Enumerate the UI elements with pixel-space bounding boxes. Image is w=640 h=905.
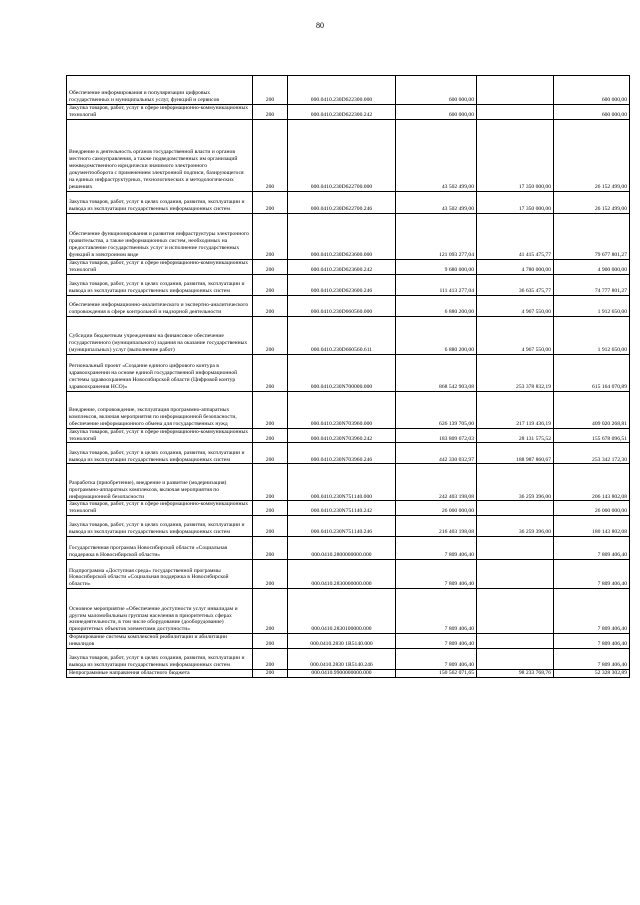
cell-sum2: 36 635 475,77 (477, 274, 554, 295)
cell-sum2: 217 119 436,19 (477, 391, 554, 428)
cell-sum2: 98 233 768,76 (477, 670, 554, 678)
cell-kbk: 000.0410.230D623600.246 (288, 274, 396, 295)
cell-code: 200 (253, 670, 288, 678)
cell-sum1: 43 502 499,00 (396, 119, 477, 191)
cell-sum1: 6 880 200,00 (396, 316, 477, 354)
cell-sum1: 43 502 499,00 (396, 191, 477, 213)
cell-sum3: 26 000 000,00 (554, 501, 630, 516)
page-number: 80 (316, 21, 324, 30)
cell-kbk: 000.0410.2800000000.000 (288, 537, 396, 560)
cell-name: Закупка товаров, работ, услуг в сфере информационно-коммуникационных технологий (67, 105, 253, 120)
cell-sum2 (477, 634, 554, 649)
cell-kbk: 000.0410.230N751140.246 (288, 516, 396, 537)
cell-sum2: 36 259 396,00 (477, 464, 554, 501)
cell-sum2: 4 780 000,00 (477, 259, 554, 274)
cell-code: 200 (253, 634, 288, 649)
cell-kbk: 000.0410.9900000000.000 (288, 670, 396, 678)
table-row (67, 76, 630, 105)
cell-code: 200 (253, 274, 288, 295)
cell-sum1: 9 680 000,00 (396, 259, 477, 274)
cell-name: Закупка товаров, работ, услуг в сфере информационно-коммуникационных технологий (67, 259, 253, 274)
cell-code: 200 (253, 516, 288, 537)
cell-sum1: 442 330 032,97 (396, 443, 477, 464)
cell-code: 200 (253, 119, 288, 191)
cell-sum2 (477, 537, 554, 560)
cell-sum3: 4 900 000,00 (554, 259, 630, 274)
cell-sum3: 7 809 406,40 (554, 649, 630, 670)
cell-code: 200 (253, 649, 288, 670)
cell-name: Основное мероприятие «Обеспечение доступности услуг инвалидам и другим маломобильным группам населения в приоритетных сферах жизнедеятельности, в том числе оборудование (дооборудование) приоритетных объектов элементами доступности» (67, 589, 253, 634)
cell-code: 200 (253, 191, 288, 213)
cell-name: Внедрение в деятельность органов государственной власти и органов местного самоуправления, а также подведомственных им организаций межведомственного юридически значимого электронного документооборота с применением электронной подписи, базирующегося на единых инфраструктурных, технологических и методологических решениях (67, 119, 253, 191)
cell-sum1: 7 809 406,40 (396, 537, 477, 560)
table-row (67, 634, 630, 649)
cell-sum3: 206 143 802,08 (554, 464, 630, 501)
cell-kbk: 000.0410.230N700000.000 (288, 354, 396, 391)
cell-sum1: 7 809 406,40 (396, 560, 477, 589)
cell-sum2: 17 350 000,00 (477, 191, 554, 213)
cell-name: Формирование системы комплексной реабилитации и абилитации инвалидов (67, 634, 253, 649)
cell-name: Закупка товаров, работ, услуг в целях создания, развития, эксплуатации и вывода из эксплуатации государственных информационных систем (67, 516, 253, 537)
cell-sum1: 626 139 705,00 (396, 391, 477, 428)
cell-name: Разработка (приобретение), внедрение и развитие (модернизация) программно-аппаратных комплексов, включая мероприятия по информационной безопасности (67, 464, 253, 501)
cell-sum2: 41 415 475,77 (477, 213, 554, 259)
cell-sum3: 615 164 070,89 (554, 354, 630, 391)
cell-code: 200 (253, 560, 288, 589)
cell-name: Региональный проект «Создание единого цифрового контура в здравоохранении на основе единой государственной информационной системы здравоохранения Новосибирской области (Цифровой контур здравоохранения НСО)» (67, 354, 253, 391)
cell-kbk: 000.0410.230D622700.000 (288, 119, 396, 191)
table-row (67, 354, 630, 391)
cell-sum2 (477, 105, 554, 120)
cell-code: 200 (253, 213, 288, 259)
table-row (67, 560, 630, 589)
table-row (67, 428, 630, 443)
cell-sum3: 155 678 096,51 (554, 428, 630, 443)
cell-code: 200 (253, 391, 288, 428)
cell-sum3: 52 328 302,89 (554, 670, 630, 678)
table-row (67, 670, 630, 678)
cell-sum3: 79 677 801,27 (554, 213, 630, 259)
cell-sum2: 28 131 575,52 (477, 428, 554, 443)
cell-kbk: 000.0410.230D660560.611 (288, 316, 396, 354)
cell-code: 200 (253, 105, 288, 120)
cell-kbk: 000.0410.230N703960.242 (288, 428, 396, 443)
table-row (67, 119, 630, 191)
cell-kbk: 000.0410.230N751140.242 (288, 501, 396, 516)
table-row (67, 295, 630, 316)
table-row (67, 105, 630, 120)
cell-sum1: 6 880 200,00 (396, 295, 477, 316)
table-row (67, 537, 630, 560)
cell-code: 200 (253, 537, 288, 560)
cell-sum1: 868 542 903,08 (396, 354, 477, 391)
cell-sum1: 7 809 406,40 (396, 649, 477, 670)
cell-kbk: 000.0410.2830100000.000 (288, 589, 396, 634)
cell-code: 200 (253, 443, 288, 464)
cell-sum3: 600 000,00 (554, 105, 630, 120)
cell-sum2 (477, 501, 554, 516)
cell-sum3: 7 809 406,40 (554, 634, 630, 649)
cell-name: Закупка товаров, работ, услуг в целях создания, развития, эксплуатации и вывода из эксплуатации государственных информационных систем (67, 274, 253, 295)
cell-sum1: 7 809 406,40 (396, 589, 477, 634)
cell-name: Подпрограмма «Доступная среда» государственной программы Новосибирской области «Социальная поддержка в Новосибирской области» (67, 560, 253, 589)
cell-sum1: 600 000,00 (396, 76, 477, 105)
cell-sum3: 7 809 406,40 (554, 537, 630, 560)
table-row (67, 191, 630, 213)
cell-code: 200 (253, 259, 288, 274)
cell-sum2 (477, 560, 554, 589)
cell-name: Обеспечение информационно-аналитического и экспертно-аналитического сопровождения в сфере контрольной и надзорной деятельности (67, 295, 253, 316)
cell-sum2 (477, 649, 554, 670)
cell-sum2: 253 378 832,19 (477, 354, 554, 391)
table-row (67, 391, 630, 428)
cell-code: 200 (253, 295, 288, 316)
cell-sum1: 183 809 672,03 (396, 428, 477, 443)
cell-code: 200 (253, 501, 288, 516)
cell-name: Закупка товаров, работ, услуг в сфере информационно-коммуникационных технологий (67, 501, 253, 516)
cell-kbk: 000.0410.2830000000.000 (288, 560, 396, 589)
cell-sum2: 4 967 550,00 (477, 316, 554, 354)
cell-kbk: 000.0410.230N703960.000 (288, 391, 396, 428)
cell-name: Государственная программа Новосибирской области «Социальная поддержка в Новосибирской области» (67, 537, 253, 560)
cell-sum2 (477, 76, 554, 105)
cell-code: 200 (253, 589, 288, 634)
cell-sum3: 26 152 499,00 (554, 191, 630, 213)
cell-kbk: 000.0410.230D622300.242 (288, 105, 396, 120)
table-row (67, 259, 630, 274)
cell-name: Обеспечение информирования и популяризации цифровых государственных и муниципальных услуг, функций и сервисов (67, 76, 253, 105)
cell-sum3: 74 777 801,27 (554, 274, 630, 295)
cell-sum2: 4 967 550,00 (477, 295, 554, 316)
budget-table (66, 75, 630, 678)
cell-kbk: 000.0410.230N703960.246 (288, 443, 396, 464)
cell-code: 200 (253, 464, 288, 501)
cell-kbk: 000.0410.230D622300.000 (288, 76, 396, 105)
cell-code: 200 (253, 316, 288, 354)
cell-sum3: 409 020 268,81 (554, 391, 630, 428)
cell-name: Закупка товаров, работ, услуг в сфере информационно-коммуникационных технологий (67, 428, 253, 443)
table-row (67, 589, 630, 634)
cell-sum1: 121 093 277,04 (396, 213, 477, 259)
cell-kbk: 000.0410.230D623600.242 (288, 259, 396, 274)
cell-sum2: 17 350 000,00 (477, 119, 554, 191)
cell-name: Внедрение, сопровождение, эксплуатация программно-аппаратных комплексов, включая мероприятия по информационной безопасности, обеспечение информационного обмена для государственных нужд (67, 391, 253, 428)
table-row (67, 501, 630, 516)
cell-kbk: 000.0410.230D622700.246 (288, 191, 396, 213)
cell-sum1: 600 000,00 (396, 105, 477, 120)
table-row (67, 213, 630, 259)
cell-sum3: 7 809 406,40 (554, 589, 630, 634)
cell-sum1: 7 809 406,40 (396, 634, 477, 649)
cell-kbk: 000.0410.2830 1R5140.000 (288, 634, 396, 649)
cell-code: 200 (253, 354, 288, 391)
cell-sum1: 150 562 071,65 (396, 670, 477, 678)
cell-sum1: 242 403 198,08 (396, 464, 477, 501)
cell-sum3: 7 809 406,40 (554, 560, 630, 589)
table-row (67, 464, 630, 501)
cell-kbk: 000.0410.2830 1R5140.246 (288, 649, 396, 670)
table-row (67, 649, 630, 670)
cell-name: Закупка товаров, работ, услуг в целях создания, развития, эксплуатации и вывода из эксплуатации государственных информационных систем (67, 443, 253, 464)
cell-sum1: 111 413 277,04 (396, 274, 477, 295)
cell-sum3: 253 342 172,30 (554, 443, 630, 464)
cell-kbk: 000.0410.230N751140.000 (288, 464, 396, 501)
cell-sum3: 600 000,00 (554, 76, 630, 105)
cell-sum3: 1 912 650,00 (554, 316, 630, 354)
cell-sum3: 180 143 802,08 (554, 516, 630, 537)
cell-sum1: 216 403 198,08 (396, 516, 477, 537)
cell-sum2: 36 259 396,00 (477, 516, 554, 537)
cell-sum1: 26 000 000,00 (396, 501, 477, 516)
cell-sum3: 1 912 650,00 (554, 295, 630, 316)
cell-name: Обеспечение функционирования и развития инфраструктуры электронного правительства, а также информационных систем, необходимых на предоставление государственных услуг и исполнение государственных функций в электронном виде (67, 213, 253, 259)
table-row (67, 316, 630, 354)
cell-name: Закупка товаров, работ, услуг в целях создания, развития, эксплуатации и вывода из эксплуатации государственных информационных систем (67, 191, 253, 213)
cell-kbk: 000.0410.230D623600.000 (288, 213, 396, 259)
table-row (67, 443, 630, 464)
cell-code: 200 (253, 428, 288, 443)
table-row (67, 274, 630, 295)
cell-sum2: 188 987 860,67 (477, 443, 554, 464)
cell-name: Субсидии бюджетным учреждениям на финансовое обеспечение государственного (муниципального) задания на оказание государственных (муниципальных) услуг (выполнение работ) (67, 316, 253, 354)
cell-name: Закупка товаров, работ, услуг в целях создания, развития, эксплуатации и вывода из эксплуатации государственных информационных систем (67, 649, 253, 670)
cell-code: 200 (253, 76, 288, 105)
cell-sum2 (477, 589, 554, 634)
cell-sum3: 26 152 499,00 (554, 119, 630, 191)
cell-kbk: 000.0410.230D660560.000 (288, 295, 396, 316)
cell-name: Непрограммные направления областного бюджета (67, 670, 253, 678)
table-row (67, 516, 630, 537)
